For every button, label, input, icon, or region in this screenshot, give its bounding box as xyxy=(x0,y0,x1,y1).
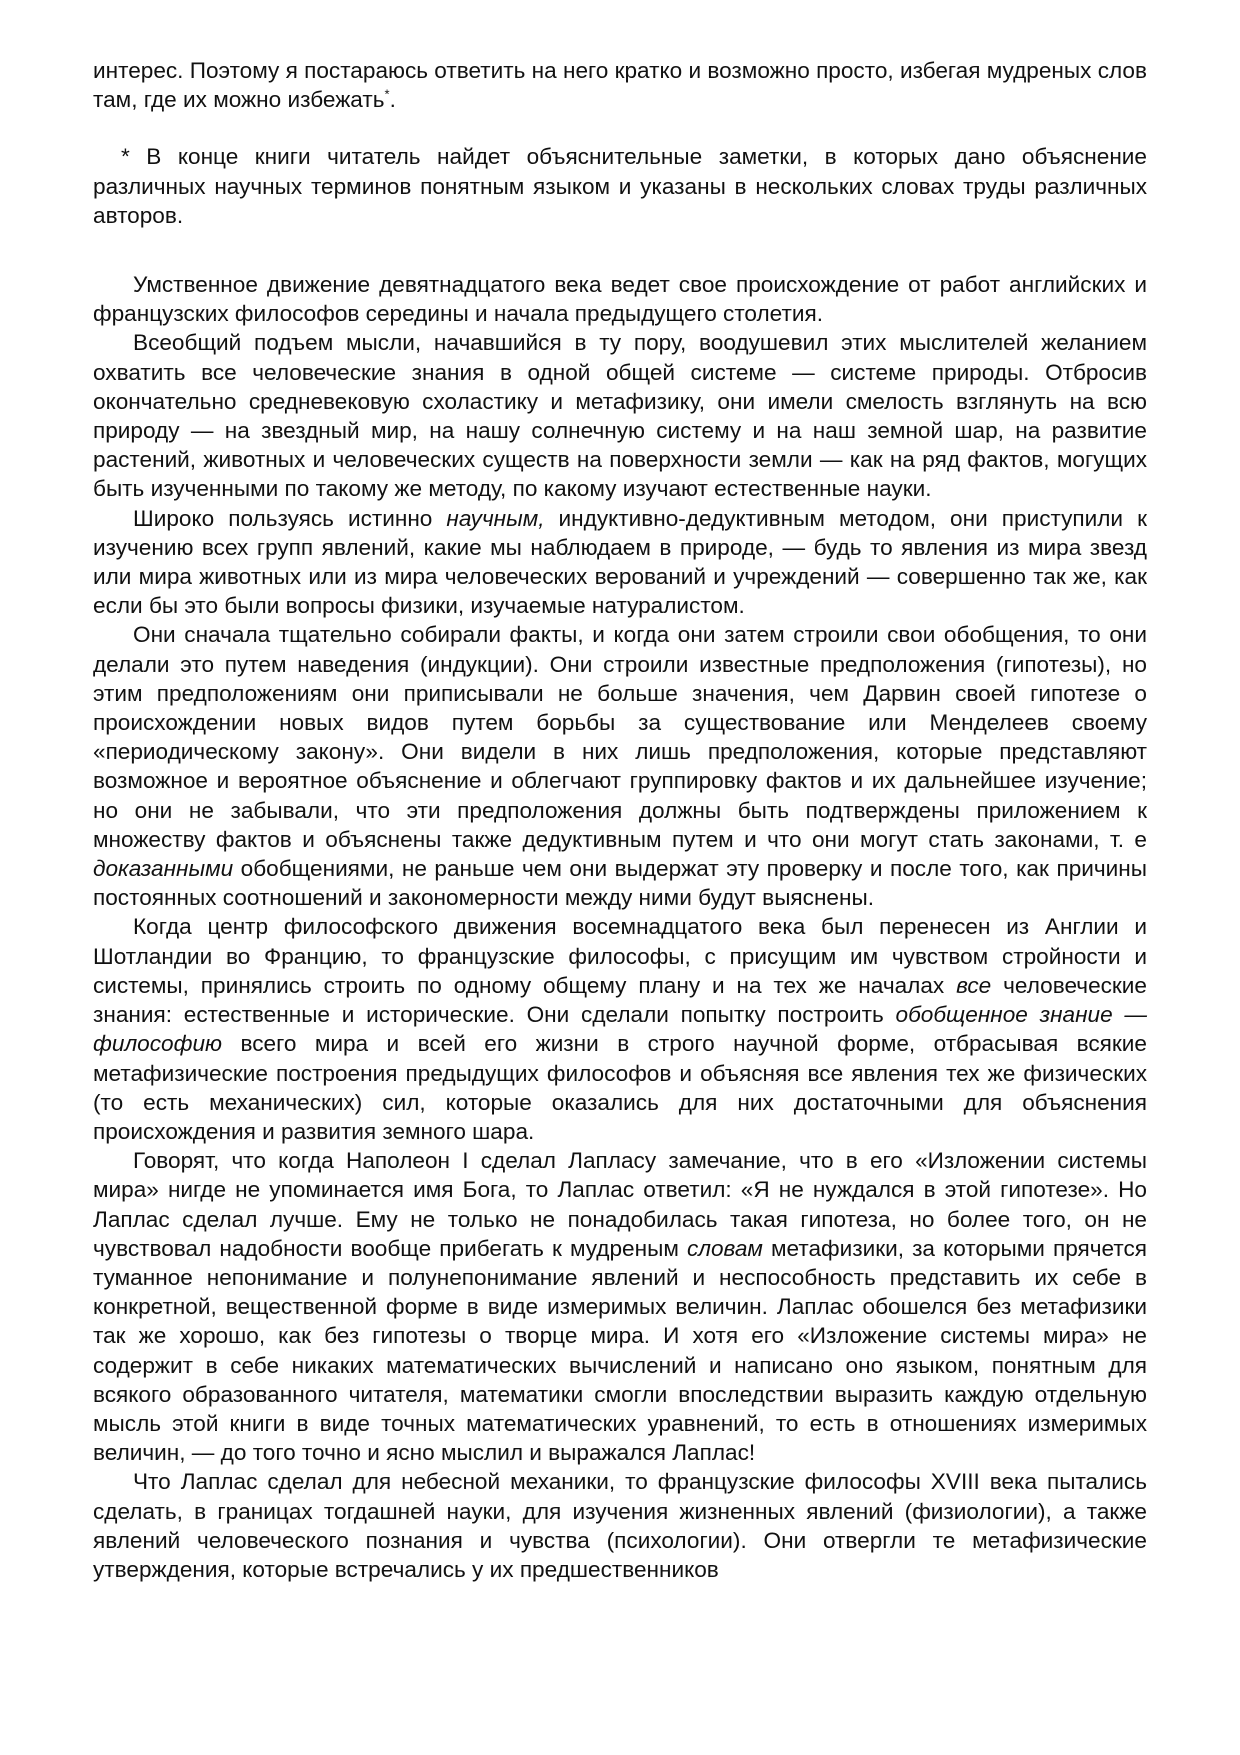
document-page xyxy=(93,56,1147,1584)
paragraph-5-emphasis-1: все xyxy=(956,972,992,998)
paragraph-5-emphasis-2: обобщенное знание — философию xyxy=(93,1002,1147,1057)
paragraph-4 xyxy=(93,620,1147,912)
paragraph-3-text-end: индуктивно-дедуктивным методом, они приступили к изучению всех групп явлений, какие мы наблюдаем в природе, — будь то явления из мира звезд или мира животных или из мира человеческих верований и учреждений — совершенно так же, как если бы это были вопросы физики, изучаемые натуралистом. xyxy=(93,505,1147,619)
paragraph-5-text-end: всего мира и всей его жизни в строго научной форме, отбрасывая всякие метафизические построения предыдущих философов и объясняя все явления тех же физических (то есть механических) сил, которые оказались для них достаточными для объяснения происхождения и развития земного шара. xyxy=(93,1031,1147,1144)
opening-paragraph xyxy=(93,56,1147,114)
paragraph-4-text-end: обобщениями, не раньше чем они выдержат эту проверку и после того, как причины постоянных соотношений и закономерности между ними будут выяснены. xyxy=(93,856,1147,911)
paragraph-6-emphasis: словам xyxy=(686,1235,763,1261)
opening-text: интерес. Поэтому я постараюсь ответить на него кратко и возможно просто, избегая мудреных слов там, где их можно избежать xyxy=(93,58,1147,113)
paragraph-3-text-start: Широко пользуясь истинно xyxy=(133,505,447,531)
paragraph-7: Что Лаплас сделал для небесной механики, то французские философы XVIII века пытались сделать, в границах тогдашней науки, для изучения жизненных явлений (физиологии), а также явлений человеческого познания и чувства (психологии). Они отвергли те метафизические утверждения, которые встречались у их предшественников xyxy=(93,1469,1147,1582)
paragraph-1: Умственное движение девятнадцатого века ведет свое происхождение от работ английских и французских философов середины и начала предыдущего столетия. xyxy=(93,272,1147,327)
paragraph-5-text-middle: человеческие знания: естественные и исторические. Они сделали попытку построить xyxy=(93,972,1147,1028)
paragraph-5 xyxy=(93,912,1147,1146)
paragraph-6-text-end: метафизики, за которыми прячется туманное непонимание и полунепонимание явлений и неспособность представить их себе в конкретной, вещественной форме в виде измеримых величин. Лаплас обошелся без метафизики так же хорошо, как без гипотезы о творце мира. И хотя его «Изложение системы мира» не содержит в себе никаких математических вычислений и написано оно языком, понятным для всякого образованного читателя, математики смогли впоследствии выразить каждую отдельную мысль этой книги в виде точных математических уравнений, то есть в отношениях измеримых величин, — до того точно и ясно мыслил и выражался Лаплас! xyxy=(93,1235,1147,1466)
footnote-mark[interactable]: * xyxy=(384,86,390,102)
opening-text-end: . xyxy=(389,87,396,113)
paragraph-3 xyxy=(93,504,1147,621)
paragraph-6 xyxy=(93,1146,1147,1467)
footnote: * В конце книги читатель найдет объяснительные заметки, в которых дано объяснение различных научных терминов понятным языком и указаны в нескольких словах труды различных авторов. xyxy=(93,144,1147,228)
paragraph-2: Всеобщий подъем мысли, начавшийся в ту пору, воодушевил этих мыслителей желанием охватить все человеческие знания в одной общей системе — системе природы. Отбросив окончательно средневековую схоластику и метафизику, они имели смелость взглянуть на всю природу — на звездный мир, на нашу солнечную систему и на наш земной шар, на развитие растений, животных и человеческих существ на поверхности земли — как на ряд фактов, могущих быть изученными по такому же методу, по какому изучают естественные науки. xyxy=(93,330,1147,502)
paragraph-4-emphasis: доказанными xyxy=(93,856,234,882)
paragraph-3-emphasis: научным, xyxy=(446,505,545,531)
paragraph-5-text-start: Когда центр философского движения восемнадцатого века был перенесен из Англии и Шотландии во Францию, то французские философы, с присущим им чувством стройности и системы, принялись строить по одному общему плану и на тех же началах xyxy=(93,914,1147,998)
paragraph-4-text-start: Они сначала тщательно собирали факты, и когда они затем строили свои обобщения, то они делали это путем наведения (индукции). Они строили известные предположения (гипотезы), но этим предположениям они приписывали не больше значения, чем Дарвин своей гипотезе о происхождении новых видов путем борьбы за существование или Менделеев своему «периодическому закону». Они видели в них лишь предположения, которые представляют возможное и вероятное объяснение и облегчают группировку фактов и их дальнейшее изучение; но они не забывали, что эти предположения должны быть подтверждены приложением к множеству фактов и объяснены также дедуктивным путем и что они могут стать законами, т. е xyxy=(93,622,1147,852)
paragraph-6-text-start: Говорят, что когда Наполеон I сделал Лапласу замечание, что в его «Изложении системы мира» нигде не упоминается имя Бога, то Лаплас ответил: «Я не нуждался в этой гипотезе». Но Лаплас сделал лучше. Ему не только не понадобилась такая гипотеза, но более того, он не чувствовал надобности вообще прибегать к мудреным xyxy=(93,1148,1147,1261)
